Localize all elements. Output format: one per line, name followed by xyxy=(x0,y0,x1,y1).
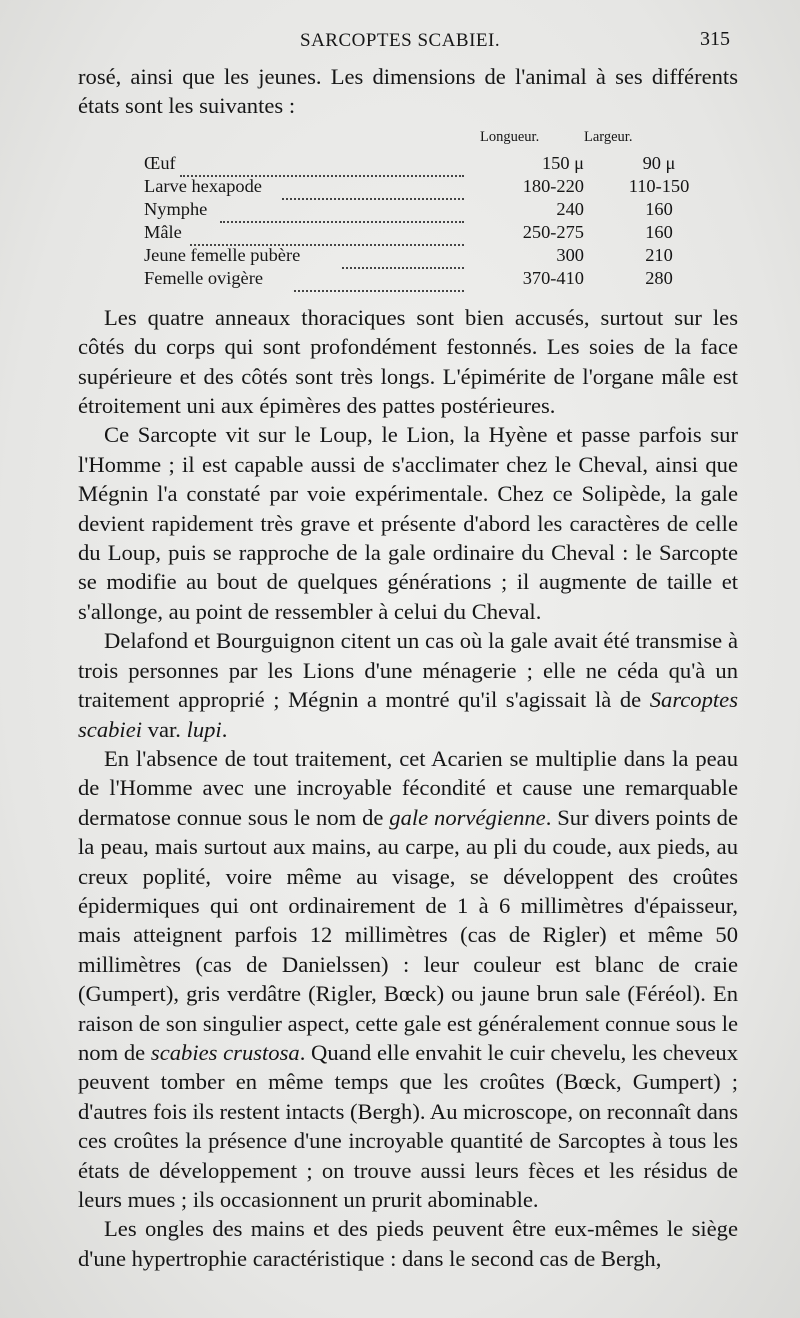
row-longueur: 180-220 xyxy=(522,175,584,196)
text-block xyxy=(78,62,738,1273)
leader-dots xyxy=(342,245,464,269)
paragraph-nails: Les ongles des mains et des pieds peuvent être eux-mêmes le siège d'une hypertrophie caractéristique : dans le second cas de Bergh, xyxy=(78,1216,738,1271)
column-header-largeur: Largeur. xyxy=(584,128,633,145)
paragraph-text: . xyxy=(221,716,228,742)
row-label: Jeune femelle pubère xyxy=(144,244,301,265)
paragraph-hosts: Ce Sarcopte vit sur le Loup, le Lion, la Hyène et passe parfois sur l'Homme ; il est capable aussi de s'acclimater chez le Cheval, ainsi que Mégnin l'a constaté par voie expérimentale. Chez ce Solipède, la gale devient rapidement très grave et présente d'abord les caractères de celle du Loup, puis se rapproche de la gale ordinaire du Cheval : le Sarcopte se modifie au bout de quelques générations ; il augmente de taille et s'allonge, au point de ressembler à celui du Cheval. xyxy=(78,422,738,624)
row-largeur: 160 xyxy=(645,198,673,219)
row-longueur: 300 xyxy=(556,244,584,265)
row-largeur: 110-150 xyxy=(628,175,690,196)
disease-name: gale norvégienne xyxy=(389,804,546,830)
paragraph-text: . Sur divers points de la peau, mais surtout aux mains, au carpe, au pli du coude, aux pieds, au creux poplité, voire même au visage, se développent des croûtes épidermiques qui ont ordinairement de 1 à 6 millimètres d'épaisseur, mais atteignent parfois 12 millimètres (cas de Rigler) et même 50 millimètres (cas de Danielssen) : leur couleur est blanc de craie (Gumpert), gris verdâtre (Rigler, Bœck) ou jaune brun sale (Féréol). En raison de son singulier aspect, cette gale est généralement connue sous le nom de xyxy=(78,804,739,1065)
table-row xyxy=(144,153,684,177)
page-header xyxy=(0,22,800,56)
dimensions-table xyxy=(78,129,738,291)
table-row xyxy=(144,199,684,223)
row-longueur: 240 xyxy=(556,198,584,219)
row-label: Œuf xyxy=(144,152,176,173)
paragraph-text: Delafond et Bourguignon citent un cas où la gale avait été transmise à trois personnes par les Lions d'une ménagerie ; elle ne céda qu'à un traitement approprié ; Mégnin a montré qu'il s'agissait là de xyxy=(78,628,738,713)
column-header-longueur: Longueur. xyxy=(480,128,540,145)
spacer xyxy=(78,291,738,303)
row-label: Nymphe xyxy=(144,198,208,219)
table-row xyxy=(144,245,684,269)
row-largeur: 160 xyxy=(645,221,673,242)
table-row xyxy=(144,222,684,246)
paragraph-norwegian-scabies xyxy=(78,744,738,1215)
row-longueur: 370-410 xyxy=(522,267,584,288)
table-row xyxy=(144,175,690,200)
row-longueur: 150 μ xyxy=(541,152,584,173)
paragraph-text: En l'absence de tout traitement, cet Acarien se multiplie dans la peau de l'Homme avec une incroyable fécondité et cause une remarquable dermatose connue sous le nom de xyxy=(78,745,738,830)
leader-dots xyxy=(190,222,464,246)
row-longueur: 250-275 xyxy=(522,221,584,242)
row-label: Mâle xyxy=(144,221,182,242)
row-largeur: 210 xyxy=(645,244,673,265)
leader-dots xyxy=(294,268,464,292)
variety-name: lupi xyxy=(186,716,222,742)
paragraph-thoracic-rings: Les quatre anneaux thoraciques sont bien accusés, surtout sur les côtés du corps qui sont profondément festonnés. Les soies de la face supérieure et des côtés sont très longs. L'épimérite de l'organe mâle est étroitement uni aux épimères des pattes postérieures. xyxy=(78,304,738,419)
disease-latin-name: scabies crustosa xyxy=(150,1039,300,1065)
row-label: Larve hexapode xyxy=(144,175,262,196)
paragraph-lions-case xyxy=(78,626,738,744)
paragraph-text: . Quand elle envahit le cuir chevelu, les cheveux peuvent tomber en même temps que les croûtes (Bœck, Gumpert) ; d'autres fois ils restent intacts (Bergh). Au microscope, on reconnaît dans ces croûtes la présence d'une incroyable quantité de Sarcoptes à tous les états de développement ; on trouve aussi leurs fèces et les résidus de leurs mues ; ils occasionnent un prurit abominable. xyxy=(78,1039,738,1212)
running-title: SARCOPTES SCABIEI. xyxy=(300,30,501,51)
intro-paragraph: rosé, ainsi que les jeunes. Les dimensions de l'animal à ses différents états sont les suivantes : xyxy=(78,64,738,119)
page-number: 315 xyxy=(700,28,730,50)
table-row xyxy=(144,268,684,292)
leader-dots xyxy=(220,199,464,223)
paragraph-text: var. xyxy=(142,716,187,742)
leader-dots xyxy=(282,176,464,200)
row-label: Femelle ovigère xyxy=(144,267,263,288)
row-largeur: 90 μ xyxy=(642,152,676,173)
species-name: Sarcoptes scabiei xyxy=(78,687,738,742)
leader-dots xyxy=(180,153,464,177)
row-largeur: 280 xyxy=(645,267,673,288)
